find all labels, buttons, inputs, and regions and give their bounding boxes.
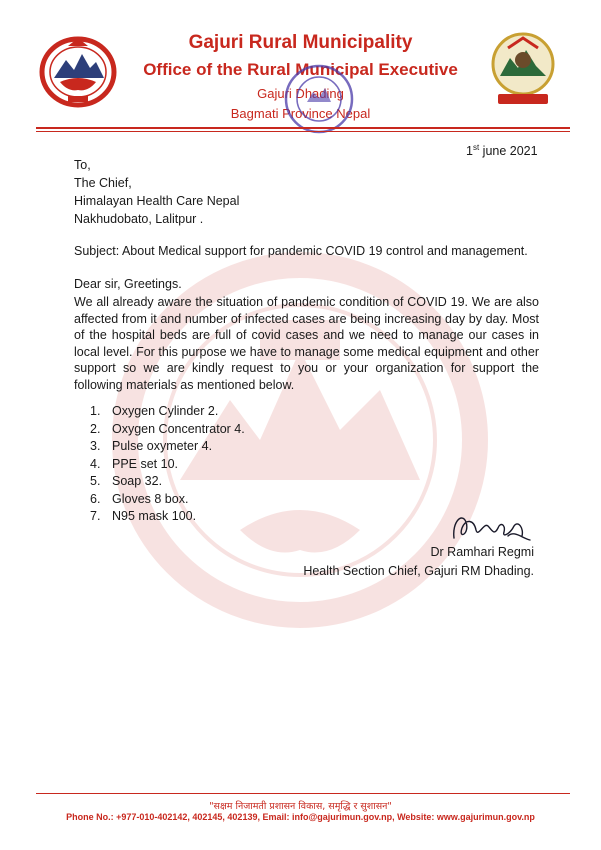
list-text: Pulse oxymeter 4.: [112, 439, 213, 453]
office-stamp: [282, 62, 356, 136]
header-rule: [36, 127, 570, 129]
list-number: 2.: [90, 421, 101, 436]
list-item: [90, 456, 245, 474]
date-suffix: st: [472, 143, 480, 152]
signer-designation: Health Section Chief, Gajuri RM Dhading.: [303, 564, 534, 578]
date-day: 1: [466, 144, 473, 159]
list-number: 7.: [90, 509, 101, 523]
list-item: [90, 421, 245, 439]
recipient-location: Nakhudobato, Lalitpur .: [74, 212, 204, 226]
list-item: [90, 491, 245, 509]
recipient-title: The Chief,: [74, 176, 132, 190]
municipality-name: Gajuri Rural Municipality: [188, 32, 413, 53]
date-rest: june 2021: [479, 144, 538, 159]
signer-block: [300, 543, 534, 581]
footer-rule: [36, 793, 570, 794]
list-text: Soap 32.: [112, 474, 163, 488]
list-number: 6.: [90, 491, 101, 506]
list-item: [90, 403, 245, 421]
list-number: 3.: [90, 439, 101, 453]
list-item: [90, 508, 245, 526]
office-name: Office of the Rural Municipal Executive: [143, 60, 458, 79]
list-text: Oxygen Cylinder 2.: [112, 404, 219, 418]
body-paragraph: We all already aware the situation of pandemic condition of COVID 19. We are also affected from it and number of infected cases are being increasing day by day. Most of the hospital beds are full of covid cases and we need to manage our cases in local level. For this purpose we have to manage some medical equipment and other support so we are kindly request to you or your organization for support the following materials as mentioned below.: [74, 295, 539, 392]
materials-list: [90, 403, 245, 526]
salutation: Dear sir, Greetings.: [74, 277, 182, 291]
list-item: [90, 438, 245, 456]
list-text: PPE set 10.: [112, 456, 179, 471]
footer-contact: Phone No.: +977-010-402142, 402145, 402139, Email: info@gajurimun.gov.np, Website: www.gajurimun.gov.np: [66, 812, 535, 822]
subject-line: Subject: About Medical support for pandemic COVID 19 control and management.: [74, 244, 528, 258]
list-item: [90, 473, 245, 491]
address-line-2: Bagmati Province Nepal: [230, 106, 371, 121]
list-number: 4.: [90, 456, 101, 471]
signature: [448, 508, 534, 546]
list-text: Oxygen Concentrator 4.: [112, 421, 245, 436]
list-number: 5.: [90, 474, 101, 488]
address-line-1: Gajuri Dhading: [257, 86, 344, 101]
list-number: 1.: [90, 404, 101, 418]
recipient-to: To,: [74, 158, 91, 172]
recipient-organization: Himalayan Health Care Nepal: [74, 194, 240, 208]
footer-motto: "सक्षम निजामती प्रशासन विकास, समृद्धि र सुशासन": [209, 801, 392, 812]
header-rule-thin: [36, 131, 570, 132]
list-text: Gloves 8 box.: [112, 491, 189, 506]
signer-name: Dr Ramhari Regmi: [430, 545, 534, 559]
letter-date: [466, 143, 538, 158]
list-text: N95 mask 100.: [112, 509, 197, 523]
